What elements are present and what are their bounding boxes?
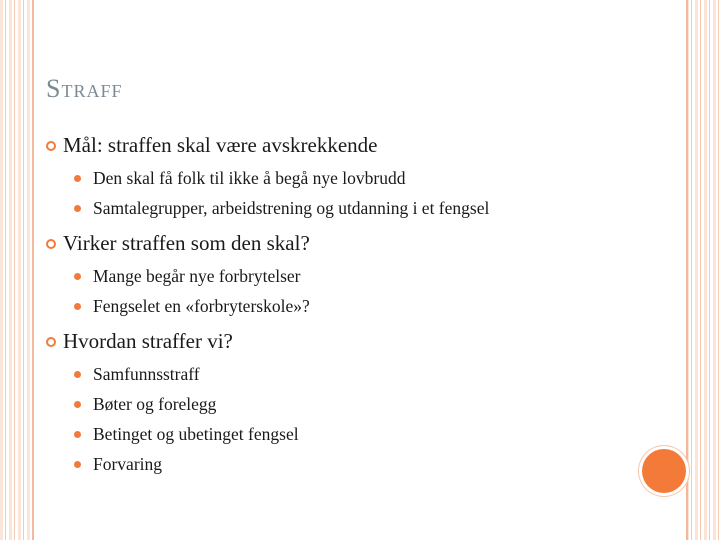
bullet-text: Den skal få folk til ikke å begå nye lovbrudd — [93, 168, 406, 188]
bullet-level2 — [74, 167, 606, 190]
section-effect — [46, 230, 606, 318]
bullet-level1 — [46, 328, 606, 354]
dot-bullet-icon — [74, 431, 81, 438]
slide-title: Straff — [46, 74, 123, 103]
bullet-level2 — [74, 423, 606, 446]
dot-bullet-icon — [74, 401, 81, 408]
bullet-text: Samtalegrupper, arbeidstrening og utdanning i et fengsel — [93, 198, 490, 218]
dot-bullet-icon — [74, 273, 81, 280]
bullet-level2 — [74, 197, 606, 220]
bullet-level2 — [74, 453, 606, 476]
bullet-level1 — [46, 132, 606, 158]
bullet-text: Samfunnsstraff — [93, 364, 200, 384]
bullet-text: Fengselet en «forbryterskole»? — [93, 296, 310, 316]
right-decorative-border — [686, 0, 720, 540]
slide-body — [46, 132, 606, 486]
bullet-text: Mange begår nye forbrytelser — [93, 266, 301, 286]
ring-bullet-icon — [46, 239, 56, 249]
bullet-level2 — [74, 393, 606, 416]
bullet-text: Bøter og forelegg — [93, 394, 217, 414]
bullet-text: Forvaring — [93, 454, 163, 474]
section-goal — [46, 132, 606, 220]
dot-bullet-icon — [74, 205, 81, 212]
dot-bullet-icon — [74, 175, 81, 182]
ring-bullet-icon — [46, 337, 56, 347]
dot-bullet-icon — [74, 461, 81, 468]
bullet-level2 — [74, 295, 606, 318]
decorative-orange-circle — [642, 449, 686, 493]
section-heading: Virker straffen som den skal? — [63, 231, 310, 255]
bullet-text: Betinget og ubetinget fengsel — [93, 424, 299, 444]
ring-bullet-icon — [46, 141, 56, 151]
left-decorative-border — [0, 0, 34, 540]
bullet-level1 — [46, 230, 606, 256]
bullet-level2 — [74, 363, 606, 386]
section-heading: Hvordan straffer vi? — [63, 329, 233, 353]
section-punishment-types — [46, 328, 606, 476]
dot-bullet-icon — [74, 303, 81, 310]
dot-bullet-icon — [74, 371, 81, 378]
section-heading: Mål: straffen skal være avskrekkende — [63, 133, 378, 157]
bullet-level2 — [74, 265, 606, 288]
